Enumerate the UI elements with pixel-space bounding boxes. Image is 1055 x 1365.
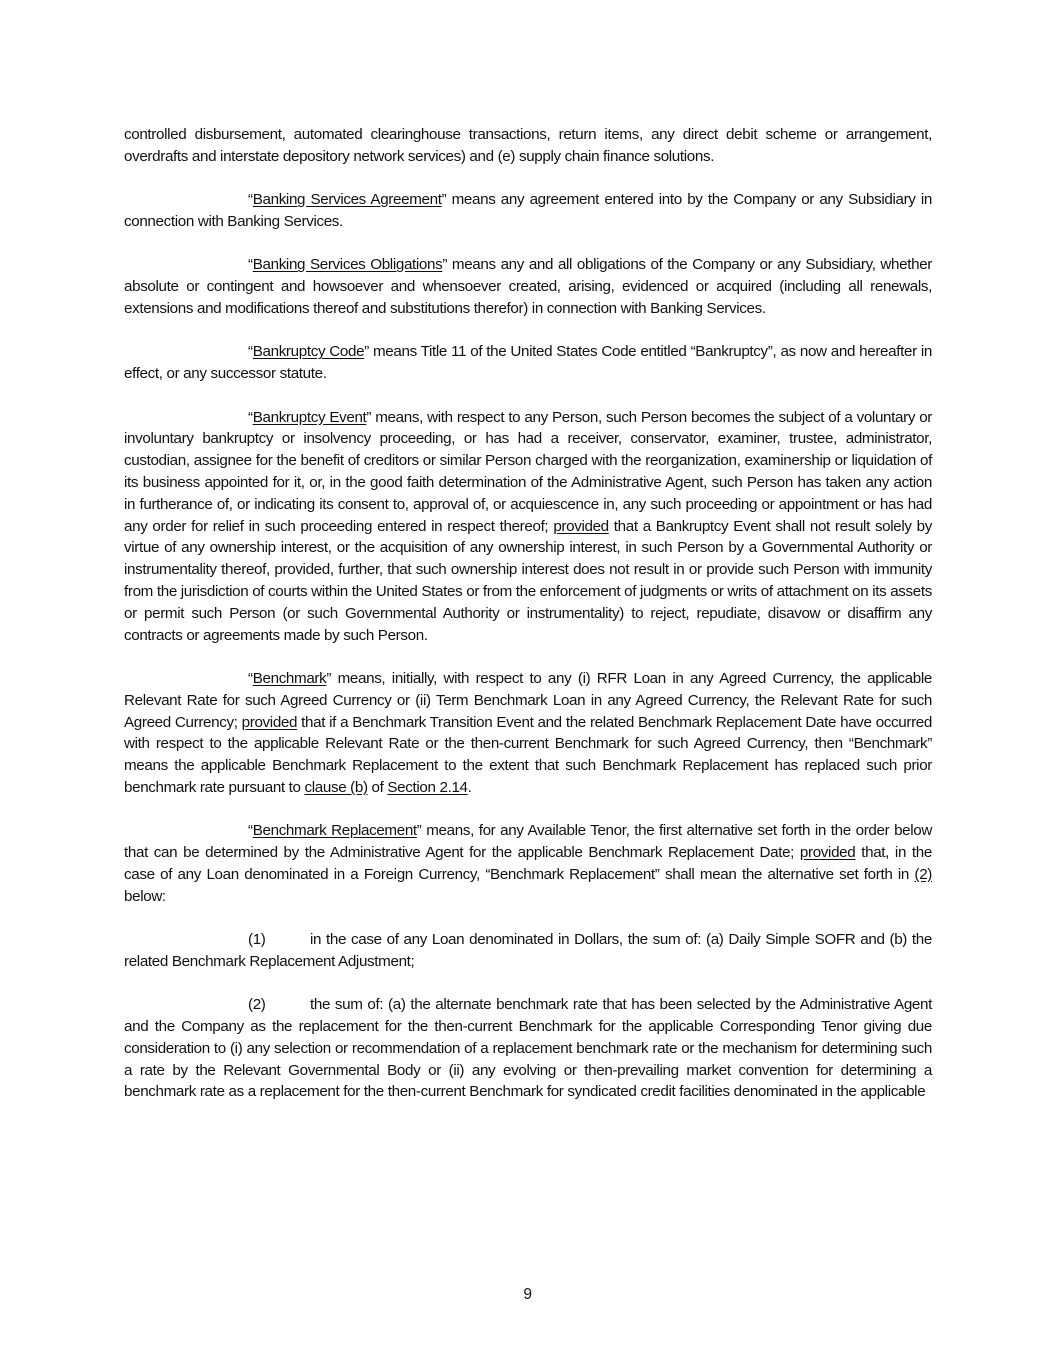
list-number: (1)	[248, 931, 266, 949]
defined-term: Benchmark Replacement	[252, 822, 417, 840]
list-item-2	[124, 994, 932, 1103]
provided-term: provided	[799, 844, 856, 862]
definition-banking-services-obligations	[124, 254, 932, 319]
provided-term: provided	[553, 517, 609, 535]
definition-text-continued: that, in the case of any Loan denominated in a Foreign Currency, “Benchmark Replacement” shall mean the alternative set forth in	[124, 844, 932, 883]
paragraph-continuation	[124, 124, 932, 168]
open-quote: “	[248, 669, 253, 687]
definition-bankruptcy-event	[124, 407, 932, 647]
open-quote: “	[248, 343, 253, 361]
page-number: 9	[523, 1286, 532, 1303]
list-item-1	[124, 929, 932, 973]
page-body	[124, 124, 932, 1125]
definition-text: ” means any agreement entered into by the Company or any Subsidiary in connection with Banking Services.	[124, 191, 932, 230]
period: .	[467, 778, 472, 796]
item-reference: (2)	[914, 865, 932, 883]
definition-benchmark	[124, 668, 932, 799]
defined-term: Banking Services Agreement	[252, 191, 442, 209]
definition-banking-services-agreement	[124, 189, 932, 233]
definition-text-continued: that a Bankruptcy Event shall not result solely by virtue of any ownership interest, or the acquisition of any ownership interest, in such Person by a Governmental Authority or instrumentality thereof, provided, further, that such ownership interest does not result in or provide such Person with immunity from the jurisdiction of courts within the United States or from the enforcement of judgments or writs of attachment on its assets or permit such Person (or such Governmental Authority or instrumentality) to reject, repudiate, disavow or disaffirm any contracts or agreements made by such Person.	[124, 517, 933, 644]
definition-text: ” means, for any Available Tenor, the first alternative set forth in the order below that can be determined by the Administrative Agent for the applicable Benchmark Replacement Date;	[124, 822, 932, 862]
list-item-text: in the case of any Loan denominated in Dollars, the sum of: (a) Daily Simple SOFR and (b) the related Benchmark Replacement Adjustment;	[124, 931, 932, 970]
definition-bankruptcy-code	[124, 341, 932, 385]
paragraph-text: controlled disbursement, automated clearinghouse transactions, return items, any direct debit scheme or arrangement, overdrafts and interstate depository network services) and (e) supply chain finance solutions.	[124, 126, 932, 165]
open-quote: “	[248, 408, 253, 426]
open-quote: “	[248, 256, 253, 274]
section-reference: Section 2.14	[387, 778, 468, 796]
definition-text-end: below:	[124, 887, 166, 905]
list-item-text: the sum of: (a) the alternate benchmark rate that has been selected by the Administrative Agent and the Company as the replacement for the then-current Benchmark for the applicable Corresponding Tenor giving due consideration to (i) any selection or recommendation of a replacement benchmark rate or the mechanism for determining such a rate by the Relevant Governmental Body or (ii) any evolving or then-prevailing market convention for determining a benchmark rate as a replacement for the then-current Benchmark for syndicated credit facilities denominated in the applicable	[124, 996, 932, 1101]
definition-text: ” means, initially, with respect to any (i) RFR Loan in any Agreed Currency, the applicable Relevant Rate for such Agreed Currency or (ii) Term Benchmark Loan in any Agreed Currency, the Relevant Rate for such Agreed Currency;	[124, 669, 932, 731]
defined-term: Benchmark	[252, 669, 327, 687]
definition-text: ” means any and all obligations of the Company or any Subsidiary, whether absolute or contingent and howsoever and whensoever created, arising, evidenced or acquired (including all renewals, extensions and modifications thereof and substitutions therefor) in connection with Banking Services.	[124, 256, 932, 317]
definition-text: ” means, with respect to any Person, such Person becomes the subject of a voluntary or involuntary bankruptcy or insolvency proceeding, or has had a receiver, conservator, examiner, trustee, administrator, custodian, assignee for the benefit of creditors or similar Person charged with the reorganization, examinership or liquidation of its business appointed for it, or, in the good faith determination of the Administrative Agent, such Person has taken any action in furtherance of, or indicating its consent to, approval of, or acquiescence in, any such proceeding or appointment or has had any order for relief in such proceeding entered in respect thereof;	[124, 408, 932, 535]
connector-text: of	[367, 778, 388, 796]
clause-reference: clause (b)	[304, 778, 368, 796]
open-quote: “	[248, 822, 253, 840]
definition-text-continued: that if a Benchmark Transition Event and the related Benchmark Replacement Date have occurred with respect to the applicable Relevant Rate or the then-current Benchmark for such Agreed Currency, then “Benchmark” means the applicable Benchmark Replacement to the extent that such Benchmark Replacement has replaced such prior benchmark rate pursuant to	[124, 713, 932, 796]
provided-term: provided	[241, 713, 298, 731]
definition-benchmark-replacement	[124, 820, 932, 907]
list-number: (2)	[248, 996, 266, 1014]
defined-term: Bankruptcy Event	[252, 408, 367, 426]
defined-term: Bankruptcy Code	[252, 343, 365, 361]
definition-text: ” means Title 11 of the United States Code entitled “Bankruptcy”, as now and hereafter in effect, or any successor statute.	[124, 343, 932, 383]
defined-term: Banking Services Obligations	[252, 256, 443, 274]
open-quote: “	[248, 191, 253, 209]
